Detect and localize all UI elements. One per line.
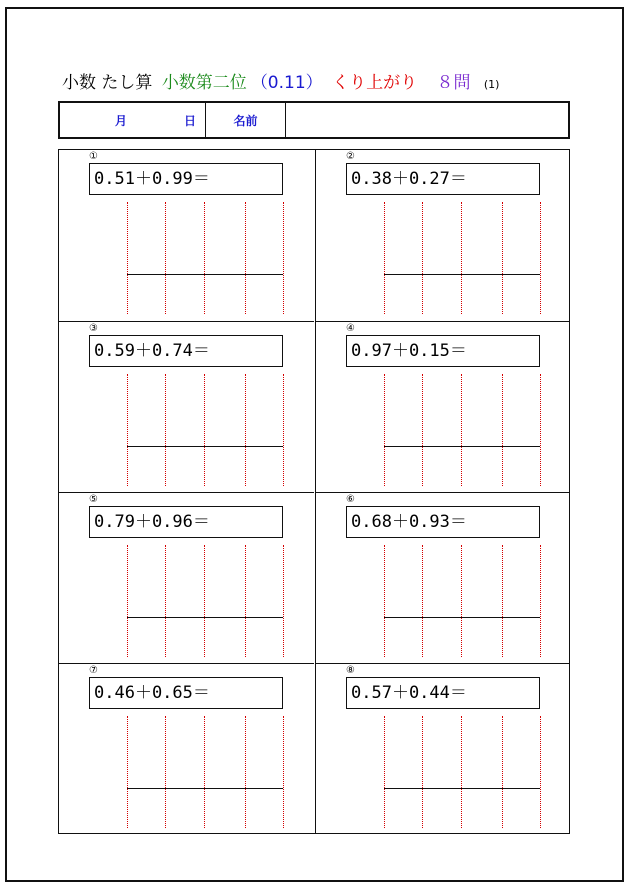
problem-cell [315, 321, 570, 492]
problem-cell [315, 663, 570, 834]
title-carry: くり上がり [332, 73, 418, 93]
worksheet-title [62, 72, 503, 94]
column-guide-line [283, 545, 284, 657]
column-guide-line [283, 202, 284, 314]
student-info-bar [58, 101, 570, 139]
name-label: 名前 [206, 103, 286, 137]
column-guide-line [540, 545, 541, 657]
problem-number: ③ [89, 323, 98, 334]
calculation-work-area[interactable] [384, 202, 540, 314]
column-guide-line [283, 374, 284, 486]
problem-cell [59, 492, 314, 663]
problem-number: ④ [346, 323, 355, 334]
month-label: 月 [115, 113, 128, 128]
problem-grid [58, 149, 570, 834]
title-topic: 小数第二位 [161, 73, 247, 93]
calculation-work-area[interactable] [384, 716, 540, 828]
calculation-work-area[interactable] [127, 202, 283, 314]
title-count: ８問 [436, 73, 471, 93]
problem-expression: 0.57＋0.44＝ [346, 677, 540, 709]
title-sheet-number: (1) [483, 78, 500, 91]
problem-number: ⑥ [346, 494, 355, 505]
column-guide-line [283, 716, 284, 828]
problem-cell [315, 492, 570, 663]
problem-number: ⑦ [89, 665, 98, 676]
problem-expression: 0.97＋0.15＝ [346, 335, 540, 367]
date-field[interactable] [60, 103, 206, 137]
problem-number: ① [89, 151, 98, 162]
problem-cell [59, 321, 314, 492]
problem-expression: 0.68＋0.93＝ [346, 506, 540, 538]
problem-number: ② [346, 151, 355, 162]
problem-cell [59, 150, 314, 321]
title-range: （0.11） [250, 73, 323, 93]
problem-expression: 0.51＋0.99＝ [89, 163, 283, 195]
problem-number: ⑤ [89, 494, 98, 505]
title-main: 小数 たし算 [62, 73, 153, 93]
problem-number: ⑧ [346, 665, 355, 676]
problem-expression: 0.38＋0.27＝ [346, 163, 540, 195]
calculation-work-area[interactable] [384, 545, 540, 657]
calculation-work-area[interactable] [127, 545, 283, 657]
day-label: 日 [184, 113, 197, 128]
column-guide-line [540, 202, 541, 314]
calculation-work-area[interactable] [384, 374, 540, 486]
column-guide-line [540, 716, 541, 828]
problem-expression: 0.59＋0.74＝ [89, 335, 283, 367]
name-field[interactable] [286, 103, 568, 137]
calculation-work-area[interactable] [127, 716, 283, 828]
problem-cell [59, 663, 314, 834]
problem-expression: 0.46＋0.65＝ [89, 677, 283, 709]
column-guide-line [540, 374, 541, 486]
problem-expression: 0.79＋0.96＝ [89, 506, 283, 538]
calculation-work-area[interactable] [127, 374, 283, 486]
problem-cell [315, 150, 570, 321]
